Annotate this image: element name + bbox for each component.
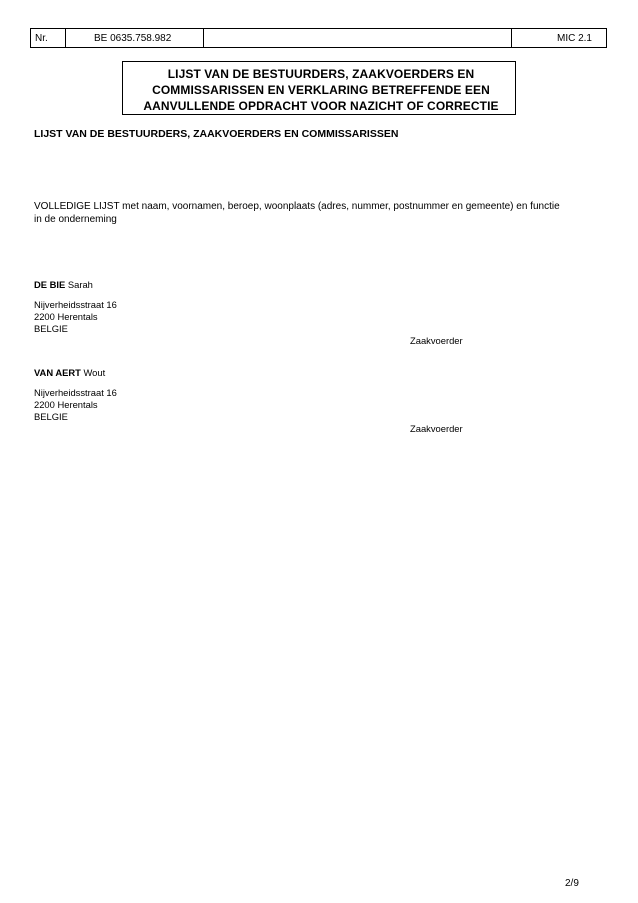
person-first-name: Wout [83, 367, 106, 378]
form-code: MIC 2.1 [556, 32, 592, 44]
company-number: BE 0635.758.982 [66, 29, 204, 47]
person-city: 2200 Herentals [34, 399, 98, 410]
person-address [34, 387, 494, 423]
person-street: Nijverheidsstraat 16 [34, 387, 117, 398]
title-box [122, 61, 516, 115]
person-function: Zaakvoerder [410, 423, 463, 434]
header-empty-cell [204, 29, 512, 47]
person-city: 2200 Herentals [34, 311, 98, 322]
nr-label: Nr. [31, 29, 66, 47]
person-street: Nijverheidsstraat 16 [34, 299, 117, 310]
person-name [34, 367, 494, 379]
title-line-2: COMMISSARISSEN EN VERKLARING BETREFFENDE EEN [152, 83, 490, 97]
person-country: BELGIE [34, 323, 68, 334]
person-surname: VAN AERT [34, 367, 81, 378]
intro-text [34, 200, 606, 226]
person-surname: DE BIE [34, 279, 66, 290]
person-entry [34, 279, 494, 346]
section-title: LIJST VAN DE BESTUURDERS, ZAAKVOERDERS EN COMMISSARISSEN [34, 128, 399, 140]
person-country: BELGIE [34, 411, 68, 422]
intro-line-2: in de onderneming [34, 214, 117, 225]
title-line-3: AANVULLENDE OPDRACHT VOOR NAZICHT OF CORRECTIE [143, 99, 499, 113]
person-address [34, 299, 494, 335]
person-name [34, 279, 494, 291]
intro-line-1: VOLLEDIGE LIJST met naam, voornamen, beroep, woonplaats (adres, nummer, postnummer en gemeente) en functie [34, 201, 560, 212]
page-number: 2/9 [565, 878, 579, 889]
person-first-name: Sarah [67, 279, 93, 290]
person-function: Zaakvoerder [410, 335, 463, 346]
title-line-1: LIJST VAN DE BESTUURDERS, ZAAKVOERDERS EN [167, 67, 475, 81]
header-table [30, 28, 607, 48]
person-entry [34, 367, 494, 434]
